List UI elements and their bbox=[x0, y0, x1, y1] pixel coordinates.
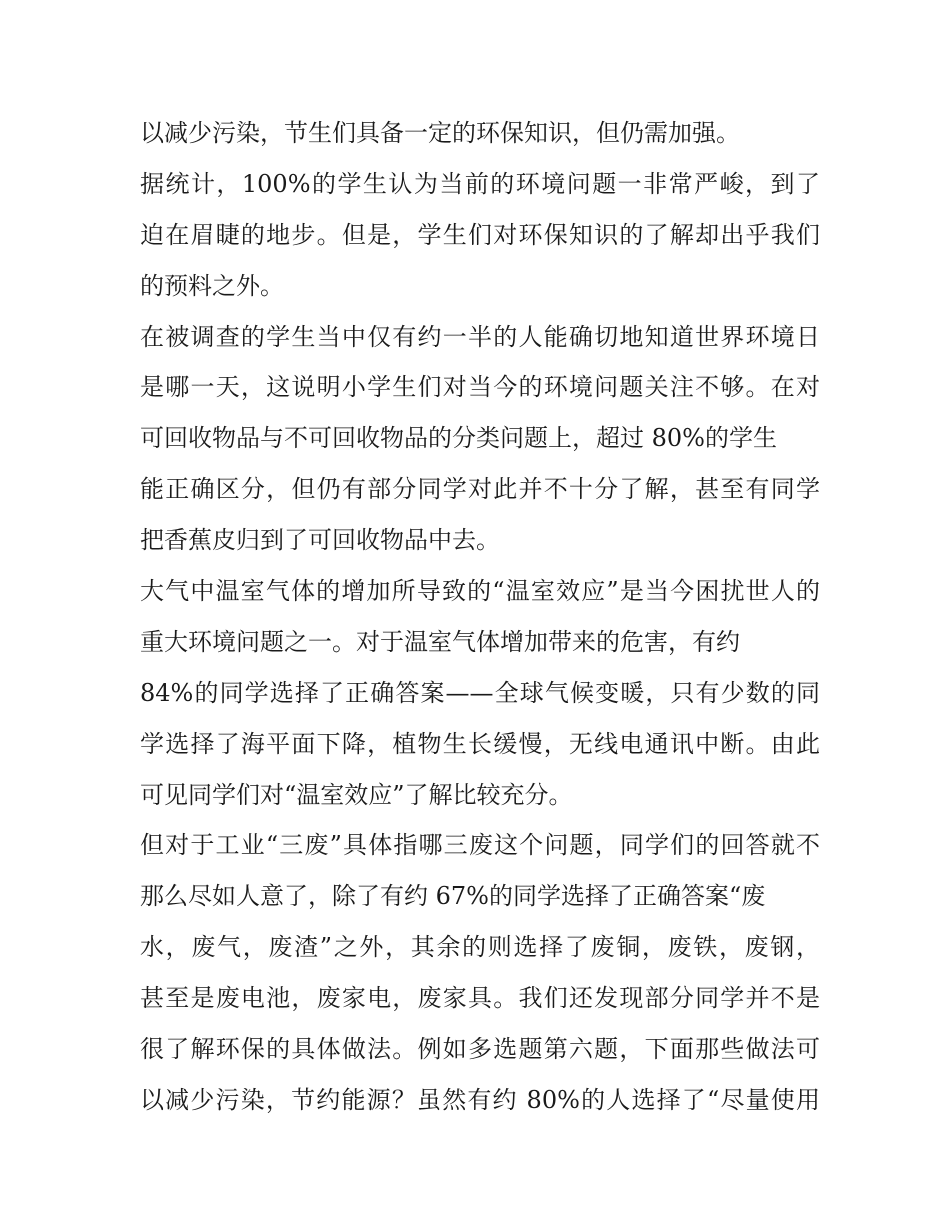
text-line: 是哪一天，这说明小学生们对当今的环境问题关注不够。在对 bbox=[140, 373, 820, 402]
text-line: 那么尽如人意了，除了有约 67%的同学选择了正确答案“废 bbox=[140, 882, 766, 911]
text-line: 可回收物品与不可回收物品的分类问题上，超过 80%的学生 bbox=[140, 424, 777, 453]
text-line: 的预料之外。 bbox=[140, 271, 284, 300]
text-line: 以减少污染，节生们具备一定的环保知识，但仍需加强。 bbox=[140, 119, 740, 147]
text-line: 学选择了海平面下降，植物生长缓慢，无线电通讯中断。由此 bbox=[140, 729, 820, 758]
text-line: 很了解环保的具体做法。例如多选题第六题，下面那些做法可 bbox=[140, 1035, 820, 1064]
text-line: 把香蕉皮归到了可回收物品中去。 bbox=[140, 526, 500, 555]
text-line: 水，废气，废渣”之外，其余的则选择了废铜，废铁，废钢， bbox=[140, 933, 820, 962]
text-line: 能正确区分，但仍有部分同学对此并不十分了解，甚至有同学 bbox=[140, 475, 820, 504]
text-line: 甚至是废电池，废家电，废家具。我们还发现部分同学并不是 bbox=[140, 984, 820, 1013]
text-line: 迫在眉睫的地步。但是，学生们对环保知识的了解却出乎我们 bbox=[140, 220, 820, 249]
text-line: 可见同学们对“温室效应”了解比较充分。 bbox=[140, 780, 573, 809]
text-line: 重大环境问题之一。对于温室气体增加带来的危害，有约 bbox=[140, 627, 740, 656]
text-line: 但对于工业“三废”具体指哪三废这个问题，同学们的回答就不 bbox=[140, 831, 820, 860]
text-line: 大气中温室气体的增加所导致的“温室效应”是当今困扰世人的 bbox=[140, 577, 820, 606]
text-line: 据统计，100%的学生认为当前的环境问题一非常严峻，到了 bbox=[140, 169, 820, 198]
text-line: 以减少污染，节约能源？虽然有约 80%的人选择了“尽量使用 bbox=[140, 1085, 820, 1114]
text-line: 在被调查的学生当中仅有约一半的人能确切地知道世界环境日 bbox=[140, 322, 820, 351]
text-line: 84%的同学选择了正确答案——全球气候变暖，只有少数的同 bbox=[140, 678, 820, 707]
body-text bbox=[140, 108, 820, 1126]
